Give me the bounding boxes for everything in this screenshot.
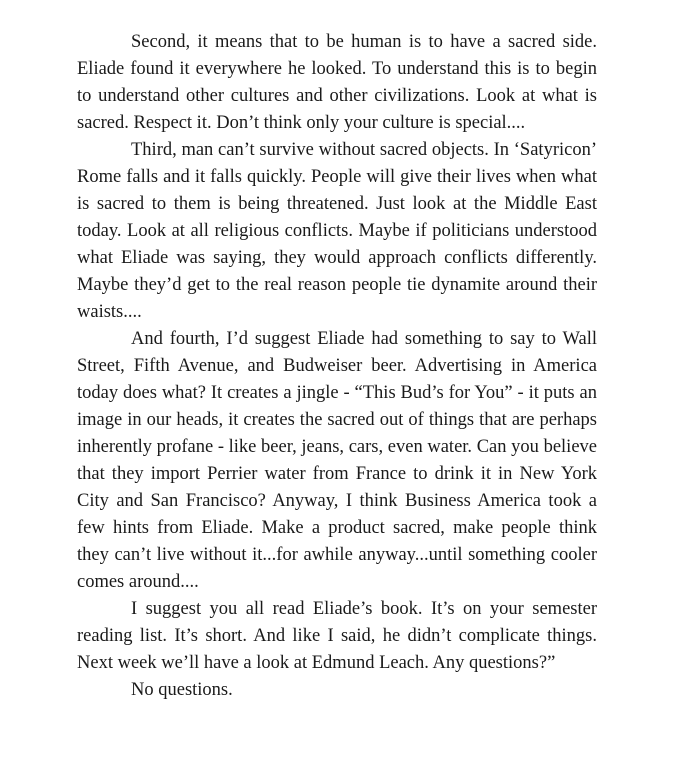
document-page xyxy=(77,29,597,704)
paragraph-reading-assignment: I suggest you all read Eliade’s book. It’s on your semester reading list. It’s short. And like I said, he didn’t complicate things. Next week we’ll have a look at Edmund Leach. Any questions?” xyxy=(77,599,597,673)
paragraph-third-point: Third, man can’t survive without sacred objects. In ‘Satyricon’ Rome falls and it falls quickly. People will give their lives when what is sacred to them is being threatened. Just look at the Middle East today. Look at all religious conflicts. Maybe if politicians understood what Eliade was saying, they would approach conflicts differently. Maybe they’d get to the real reason people tie dynamite around their waists.... xyxy=(77,140,597,322)
paragraph-no-questions: No questions. xyxy=(131,680,233,700)
paragraph-fourth-point: And fourth, I’d suggest Eliade had something to say to Wall Street, Fifth Avenue, and Budweiser beer. Advertising in America today does what? It creates a jingle - “This Bud’s for You” - it puts an image in our heads, it creates the sacred out of things that are perhaps inherently profane - like beer, jeans, cars, even water. Can you believe that they import Perrier water from France to drink it in New York City and San Francisco? Anyway, I think Business America took a few hints from Eliade. Make a product sacred, make people think they can’t live without it...for awhile anyway...until something cooler comes around.... xyxy=(77,329,597,592)
paragraph-second-point: Second, it means that to be human is to have a sacred side. Eliade found it everywhere he looked. To understand this is to begin to understand other cultures and other civilizations. Look at what is sacred. Respect it. Don’t think only your culture is special.... xyxy=(77,32,597,133)
